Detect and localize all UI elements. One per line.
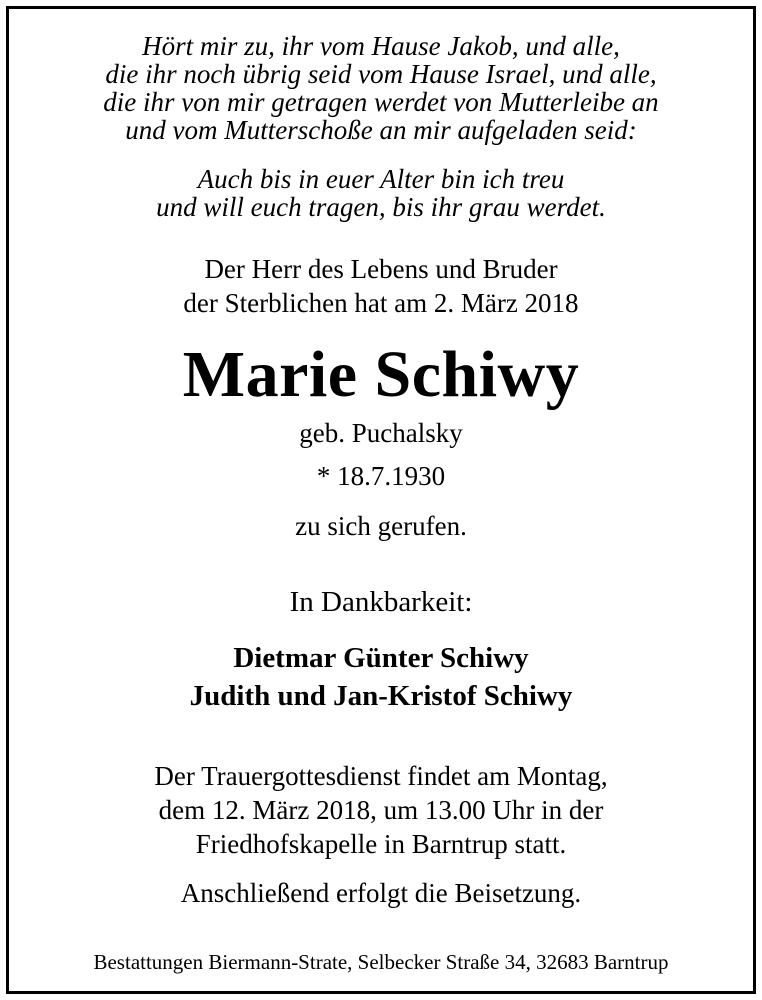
death-announcement-intro xyxy=(9,252,753,320)
verse-line: Auch bis in euer Alter bin ich treu xyxy=(197,164,565,194)
service-line: Friedhofskapelle in Barntrup statt. xyxy=(195,829,567,859)
service-line: Der Trauergottesdienst findet am Montag, xyxy=(154,761,608,791)
obituary-notice xyxy=(6,6,756,994)
bible-verse-part-2 xyxy=(9,165,753,221)
burial-info: Anschließend erfolgt die Beisetzung. xyxy=(180,878,582,908)
verse-line: die ihr von mir getragen werdet von Mutterleibe an xyxy=(103,87,659,117)
verse-line: Hört mir zu, ihr vom Hause Jakob, und alle, xyxy=(142,31,620,61)
verse-line: die ihr noch übrig seid vom Hause Israel, und alle, xyxy=(105,59,657,89)
maiden-name: geb. Puchalsky xyxy=(299,418,463,448)
mourner-name: Dietmar Günter Schiwy xyxy=(233,642,529,674)
undertaker-address: Bestattungen Biermann-Strate, Selbecker Straße 34, 32683 Barntrup xyxy=(93,950,669,974)
verse-line: und vom Mutterschoße an mir aufgeladen seid: xyxy=(125,115,637,145)
intro-line: der Sterblichen hat am 2. März 2018 xyxy=(183,288,579,318)
service-line: dem 12. März 2018, um 13.00 Uhr in der xyxy=(158,795,604,825)
intro-line: Der Herr des Lebens und Bruder xyxy=(204,254,558,284)
mourners-list xyxy=(9,639,753,715)
birth-date: * 18.7.1930 xyxy=(316,461,446,491)
called-home-text: zu sich gerufen. xyxy=(295,511,467,541)
funeral-service-info xyxy=(9,759,753,861)
verse-line: und will euch tragen, bis ihr grau werdet. xyxy=(156,192,606,222)
bible-verse-part-1 xyxy=(9,32,753,144)
deceased-name: Marie Schiwy xyxy=(182,338,580,411)
mourner-name: Judith und Jan-Kristof Schiwy xyxy=(189,680,573,712)
gratitude-heading: In Dankbarkeit: xyxy=(289,586,473,618)
